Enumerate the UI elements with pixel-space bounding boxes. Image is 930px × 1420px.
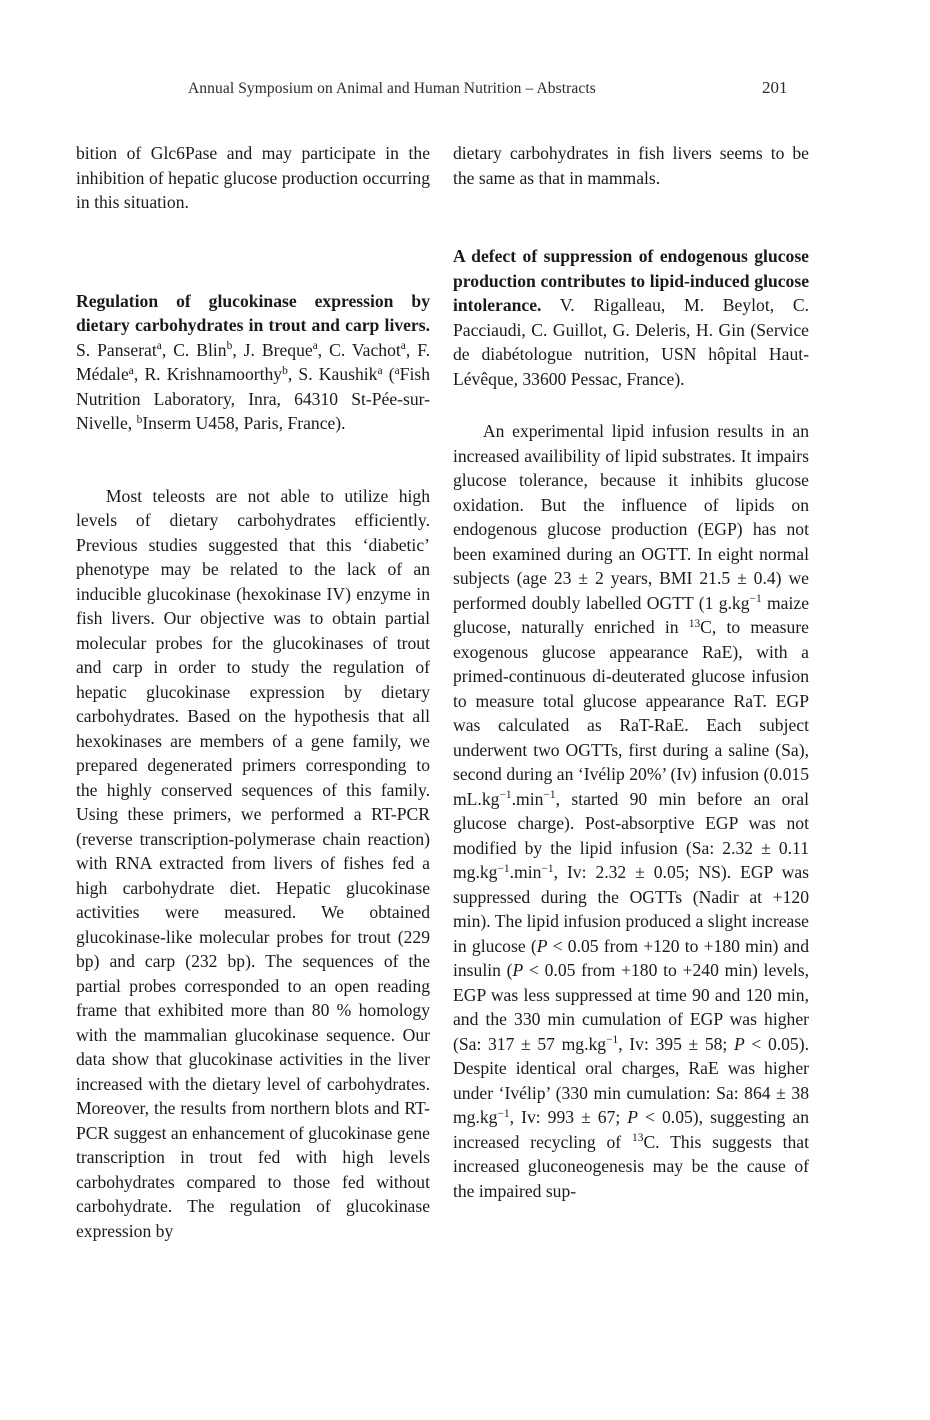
left-column bbox=[76, 141, 430, 1243]
running-head: Annual Symposium on Animal and Human Nutrition – Abstracts bbox=[188, 80, 596, 97]
page-number: 201 bbox=[762, 78, 788, 97]
abstract-title: Regulation of glucokinase expression by dietary carbohydrates in trout and carp livers. bbox=[76, 290, 430, 335]
abstract-heading bbox=[76, 289, 430, 436]
continuation-text: dietary carbohydrates in fish livers seems to be the same as that in mammals. bbox=[453, 143, 809, 188]
continuation-text: bition of Glc6Pase and may participate in the inhibition of hepatic glucose production occurring in this situation. bbox=[76, 143, 430, 212]
abstract-title: A defect of suppression of endogenous glucose production contributes to lipid-induced glucose intolerance. bbox=[453, 246, 809, 315]
abstract-body: Most teleosts are not able to utilize high levels of dietary carbohydrates efficiently. Previous studies suggested that this ‘diabetic’ phenotype may be related to the lack of an inducible glucokinase (hexokinase IV) enzyme in fish livers. Our objective was to obtain partial molecular probes for the glucokinases of trout and carp in order to study the regulation of hepatic glucokinase expression by dietary carbohydrates. Based on the hypothesis that all hexokinases are members of a gene family, we prepared degenerated primers corresponding to the highly conserved sequences of this family. Using these primers, we performed a RT-PCR (reverse transcription-polymerase chain reaction) with RNA extracted from livers of fishes fed a high carbohydrate diet. Hepatic glucokinase activities were measured. We obtained glucokinase-like molecular probes for trout (229 bp) and carp (232 bp). The sequences of the partial probes corresponded to an open reading frame that exhibited more than 80 % homology with the mammalian glucokinase sequence. Our data show that glucokinase activities in the liver increased with the dietary level of carbohydrates. Moreover, the results from northern blots and RT-PCR suggest an enhancement of glucokinase gene transcription in trout fed with high levels carbohydrates compared to those fed without carbohydrate. The regulation of glucokinase expression by bbox=[76, 485, 430, 1241]
abstract-heading bbox=[453, 244, 809, 391]
author-list: S. Panserat$^a$, C. Blin$^b$, J. Breque$^a$, C. Vachot$^a$, F. Médale$^a$, R. Krishnamoorthy$^b$, S. Kaushik$^a$ ($^a$Fish Nutrition Laboratory, Inra, 64310 St-Pée-sur-Nivelle, $^b$Inserm U458, Paris, France). bbox=[76, 339, 430, 433]
right-column bbox=[453, 141, 809, 1203]
author-list: V. Rigalleau, M. Beylot, C. Pacciaudi, C. Guillot, G. Deleris, H. Gin (Service de diabétologue nutrition, USN hôpital Haut-Lévêque, 33600 Pessac, France). bbox=[453, 295, 809, 389]
abstract-body: An experimental lipid infusion results in an increased availibility of lipid substrates. It impairs glucose tolerance, because it inhibits glucose oxidation. But the influence of lipids on endogenous glucose production (EGP) has not been examined during an OGTT. In eight normal subjects (age 23 ± 2 years, BMI 21.5 ± 0.4) we performed doubly labelled OGTT (1 $g.kg^{-1}$ maize glucose, naturally enriched in $^{13}$C, to measure exogenous glucose appearance RaE), with a primed-continuous di-deuterated glucose infusion to measure total glucose appearance RaT. EGP was calculated as RaT-RaE. Each subject underwent two OGTTs, first during a saline (Sa), second during an ‘Ivélip 20%’ (Iv) infusion (0.015 $mL.kg^{-1}.\min^{-1}$, started 90 min before an oral glucose charge). Post-absorptive EGP was not modified by the lipid infusion (Sa: 2.32 ± 0.11 $mg.kg^{-1}.\min^{-1}$, Iv: 2.32 ± 0.05; NS). EGP was suppressed during the OGTTs (Nadir at +120 min). The lipid infusion produced a slight increase in glucose (P < 0.05 from +120 to +180 min) and insulin (P < 0.05 from +180 to +240 min) levels, EGP was less suppressed at time 90 and 120 min, and the 330 min cumulation of EGP was higher (Sa: 317 ± 57 $mg.kg^{-1}$, Iv: 395 ± 58; P < 0.05). Despite identical oral charges, RaE was higher under ‘Ivélip’ (330 min cumulation: Sa: 864 ± 38 $mg.kg^{-1}$, Iv: 993 ± 67; P < 0.05), suggesting an increased recycling of $^{13}$C. This suggests that increased gluconeogenesis may be the cause of the impaired sup- bbox=[453, 421, 809, 1201]
